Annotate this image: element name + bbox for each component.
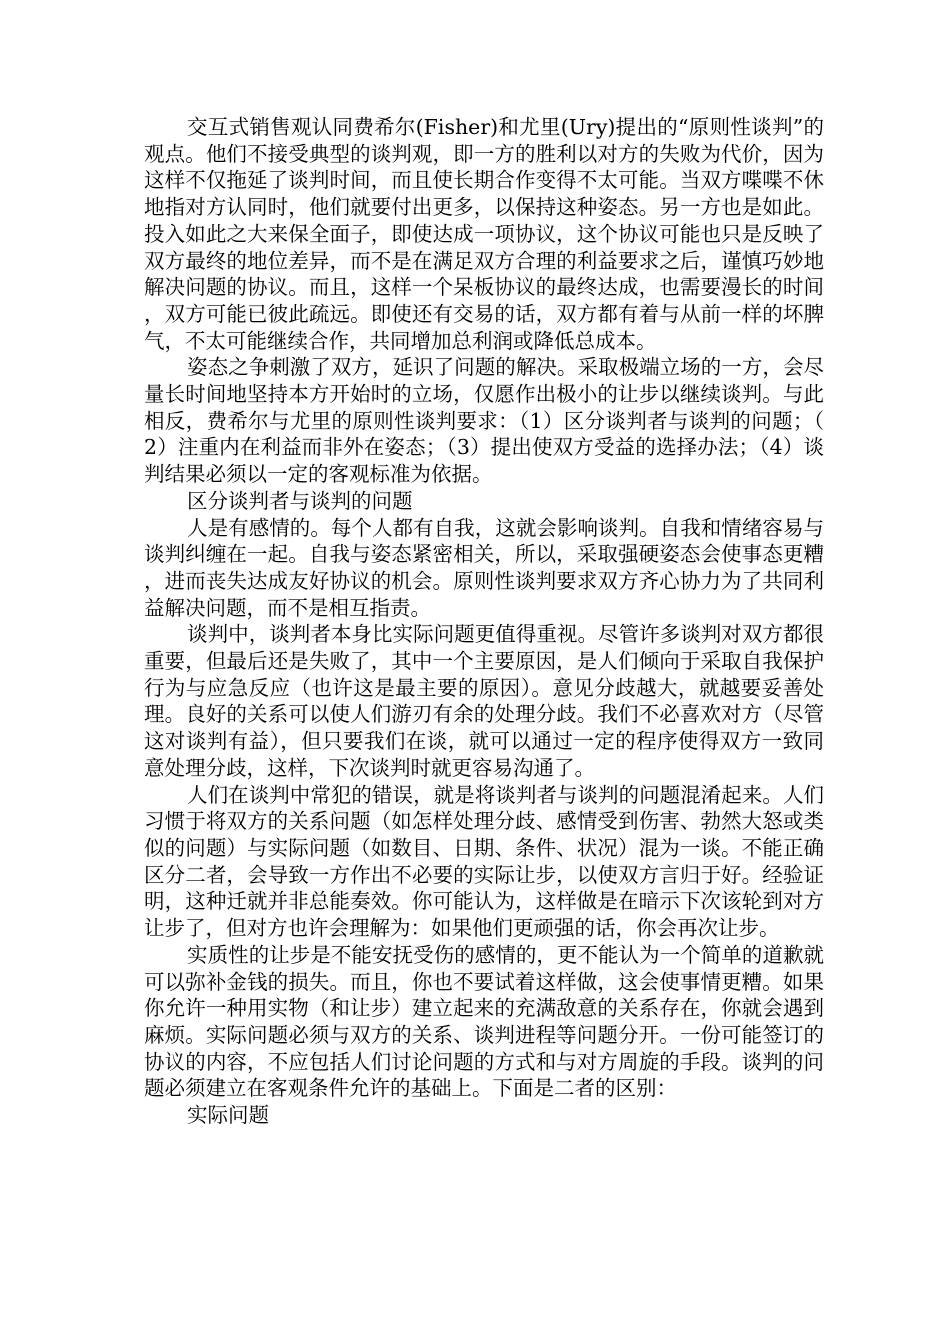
section-heading-separate-people-from-problem: 区分谈判者与谈判的问题 bbox=[187, 488, 413, 513]
document-body bbox=[144, 114, 824, 1129]
paragraph-positional-bargaining: 姿态之争刺激了双方，延识了问题的解决。采取极端立场的一方，会尽量长时间地坚持本方开始时的立场，仅愿作出极小的让步以继续谈判。与此相反，费希尔与尤里的原则性谈判要求：（1）区分谈判者与谈判的问题；（2）注重内在利益而非外在姿态；（3）提出使双方受益的选择办法；（4）谈判结果必须以一定的客观标准为依据。 bbox=[144, 355, 824, 487]
subheading-substantive-issues: 实际问题 bbox=[187, 1103, 270, 1128]
paragraph-principled-negotiation-intro: 交互式销售观认同费希尔(Fisher)和尤里(Ury)提出的“原则性谈判”的观点。他们不接受典型的谈判观，即一方的胜利以对方的失败为代价，因为这样不仅拖延了谈判时间，而且使长期合作变得不太可能。当双方喋喋不休地指对方认同时，他们就要付出更多，以保持这种姿态。另一方也是如此。投入如此之大来保全面子，即使达成一项协议，这个协议可能也只是反映了双方最终的地位差异，而不是在满足双方合理的利益要求之后，谨慎巧妙地解决问题的协议。而且，这样一个呆板协议的最终达成，也需要漫长的时间，双方可能已彼此疏远。即使还有交易的话，双方都有着与从前一样的坏脾气，不太可能继续合作，共同增加总利润或降低总成本。 bbox=[144, 115, 824, 353]
paragraph-people-have-emotions: 人是有感情的。每个人都有自我，这就会影响谈判。自我和情绪容易与谈判纠缠在一起。自我与姿态紧密相关，所以，采取强硬姿态会使事态更糟，进而丧失达成友好协议的机会。原则性谈判要求双方齐心协力为了共同利益解决问题，而不是相互指责。 bbox=[144, 515, 824, 620]
paragraph-common-mistake: 人们在谈判中常犯的错误，就是将谈判者与谈判的问题混淆起来。人们习惯于将双方的关系问题（如怎样处理分歧、感情受到伤害、勃然大怒或类似的问题）与实际问题（如数目、日期、条件、状况）混为一谈。不能正确区分二者，会导致一方作出不必要的实际让步，以使双方言归于好。经验证明，这种迁就并非总能奏效。你可能认为，这样做是在暗示下次该轮到对方让步了，但对方也许会理解为：如果他们更顽强的话，你会再次让步。 bbox=[144, 782, 824, 941]
paragraph-negotiators-matter: 谈判中，谈判者本身比实际问题更值得重视。尽管许多谈判对双方都很重要，但最后还是失败了，其中一个主要原因，是人们倾向于采取自我保护行为与应急反应（也许这是最主要的原因）。意见分歧越大，就越要妥善处理。良好的关系可以使人们游刃有余的处理分歧。我们不必喜欢对方（尽管这对谈判有益），但只要我们在谈，就可以通过一定的程序使得双方一致同意处理分歧，这样，下次谈判时就更容易沟通了。 bbox=[144, 622, 824, 780]
paragraph-substantive-concessions: 实质性的让步是不能安抚受伤的感情的，更不能认为一个简单的道歉就可以弥补金钱的损失。而且，你也不要试着这样做，这会使事情更糟。如果你允许一种用实物（和让步）建立起来的充满敌意的关系存在，你就会遇到麻烦。实际问题必须与双方的关系、谈判进程等问题分开。一份可能签订的协议的内容，不应包括人们讨论问题的方式和与对方周旋的手段。谈判的问题必须建立在客观条件允许的基础上。下面是二者的区别： bbox=[144, 942, 824, 1101]
